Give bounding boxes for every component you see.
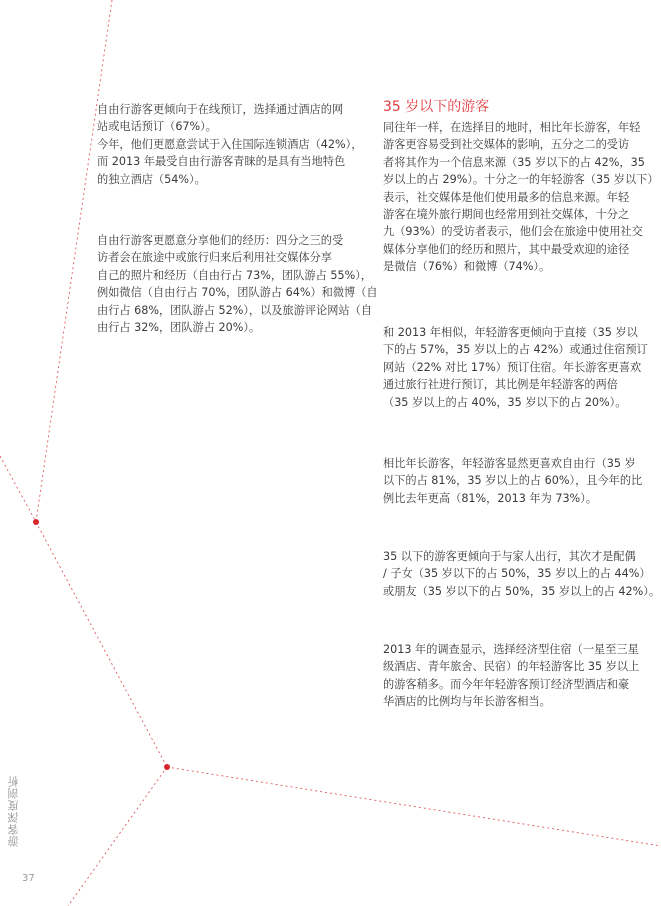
right-paragraph-independent-travel: 相比年长游客，年轻游客显然更喜欢自由行（35 岁 以下的占 81%，35 岁以上的占 60%），且今年的比 例比去年更高（81%，2013 年为 73%）。: [383, 457, 643, 505]
left-paragraph-sharing: 自由行游客更愿意分享他们的经历：四分之三的受 访者会在旅途中或旅行归来后利用社交媒体分享 自己的照片和经历（自由行占 73%，团队游占 55%）， 例如微信（自由行占 70%，团队游占 64%）和微博（自 由行占 68%，团队游占 52%），以及旅游评论网站（自 由行占 32%，团队游占 20%）。: [97, 234, 378, 335]
right-paragraph-booking: 和 2013 年相似，年轻游客更倾向于直接（35 岁以 下的占 57%，35 岁以上的占 42%）或通过住宿预订 网站（22% 对比 17%）预订住宿。年长游客更喜欢 通过旅行社进行预订，其比例是年轻游客的两倍 （35 岁以上的占 40%，35 岁以下的占 20%）。: [383, 326, 648, 409]
section-heading: 35 岁以下的游客: [383, 99, 490, 115]
right-paragraph-accommodation: 2013 年的调查显示，选择经济型住宿（一星至三星 级酒店、青年旅舍、民宿）的年轻游客比 35 岁以上 的游客稍多。而今年年轻游客预订经济型酒店和豪 华酒店的比例均与年长游客相当。: [383, 643, 640, 709]
dotted-line-middle: [36, 522, 167, 767]
dotted-line-bottom: [68, 767, 167, 906]
dotted-line-right: [167, 767, 661, 846]
page-number: 37: [22, 873, 35, 884]
dotted-line-left: [0, 456, 36, 522]
node-dot-upper: [33, 519, 39, 525]
section-label: 游客深度剖析: [7, 775, 20, 847]
right-paragraph-social-media: 同往年一样，在选择目的地时，相比年长游客，年轻 游客更容易受到社交媒体的影响，五分之二的受访 者将其作为一个信息来源（35 岁以下的占 42%，35 岁以上的占 29%）。十分之一的年轻游客（35 岁以下） 表示，社交媒体是他们使用最多的信息来源。年轻 游客在境外旅行期间也经常用到社交媒体，十分之 九（93%）的受访者表示，他们会在旅途中使用社交 媒体分享他们的经历和照片，其中最受欢迎的途径 是微信（76%）和微博（74%）。: [383, 121, 659, 274]
node-dot-lower: [164, 764, 170, 770]
right-paragraph-companions: 35 以下的游客更倾向于与家人出行，其次才是配偶 / 子女（35 岁以下的占 50%，35 岁以上的占 44%） 或朋友（35 岁以下的占 50%，35 岁以上的占 42%）。: [383, 550, 661, 598]
left-paragraph-booking: 自由行游客更倾向于在线预订，选择通过酒店的网 站或电话预订（67%）。 今年，他们更愿意尝试于入住国际连锁酒店（42%）， 而 2013 年最受自由行游客青睐的是具有当地特色 的独立酒店（54%）。: [97, 103, 363, 186]
